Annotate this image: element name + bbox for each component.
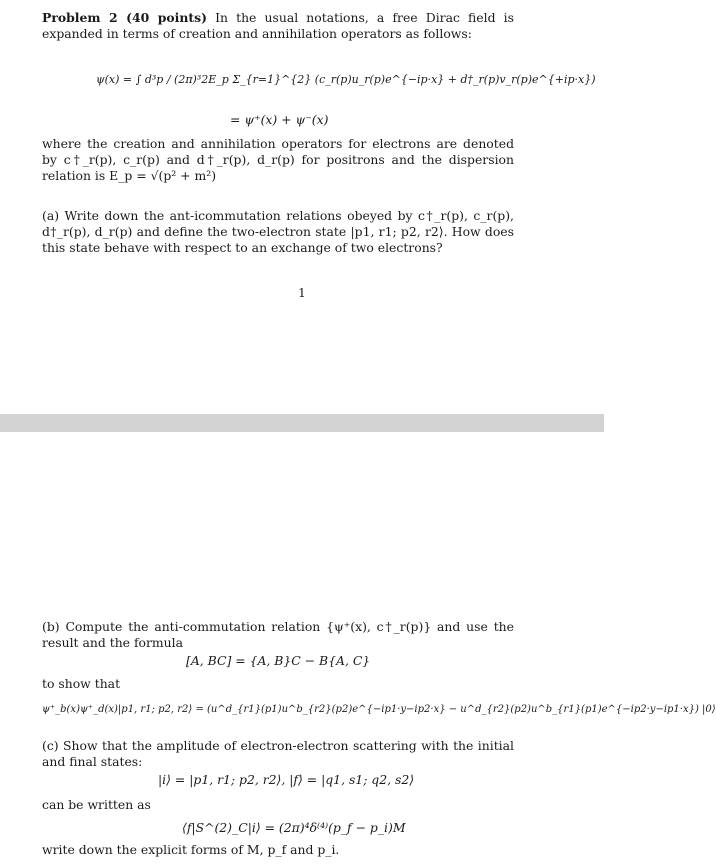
field-split-equation: = ψ⁺(x) + ψ⁻(x) bbox=[230, 112, 329, 127]
commutator-formula: [A, BC] = {A, B}C − B{A, C} bbox=[186, 653, 371, 668]
amplitude-equation: ⟨f|S^(2)_C|i⟩ = (2π)⁴δ⁽⁴⁾(p_f − p_i)M bbox=[182, 820, 406, 835]
show-that-text: to show that bbox=[42, 676, 121, 691]
page-separator bbox=[0, 414, 604, 432]
two-electron-equation: ψ⁺_b(x)ψ⁺_d(x)|p1, r1; p2, r2⟩ = (u^d_{r1}(p1)u^b_{r2}(p2)e^{−ip1·y−ip2·x} − u^d_{r2}(p2)u^b_{r1}(p1)e^{−ip2·y−ip1·x}) |0⟩ bbox=[42, 704, 716, 715]
page-two bbox=[0, 432, 716, 865]
problem-intro bbox=[42, 10, 514, 42]
problem-intro-text: In the usual notations, a free Dirac field is expanded in terms of creation and annihilation operators as follows: bbox=[42, 10, 514, 41]
problem-title: Problem 2 (40 points) bbox=[42, 10, 207, 25]
part-b-intro: (b) Compute the anti-commutation relation {ψ⁺(x), c†_r(p)} and use the result and the formula bbox=[42, 619, 514, 650]
part-a: (a) Write down the ant-icommutation relations obeyed by c†_r(p), c_r(p), d†_r(p), d_r(p) and define the two-electron state |p1, r1; p2, r2⟩. How does this state behave with respect to an exchange of two electrons? bbox=[42, 208, 514, 255]
part-c: (c) Show that the amplitude of electron-electron scattering with the initial and final states: bbox=[42, 738, 514, 769]
field-expansion-equation bbox=[96, 58, 596, 102]
dispersion-text: where the creation and annihilation operators for electrons are denoted by c†_r(p), c_r(p) and d†_r(p), d_r(p) for positrons and the dispersion relation is E_p = √(p² + m²) bbox=[42, 136, 514, 183]
page-number: 1 bbox=[298, 286, 306, 300]
initial-final-states: |i⟩ = |p1, r1; p2, r2⟩, |f⟩ = |q1, s1; q2, s2⟩ bbox=[158, 772, 415, 787]
written-as-text: can be written as bbox=[42, 797, 151, 812]
equation-text: ψ(x) = ∫ d³p / (2π)³2E_p Σ_{r=1}^{2} (c_r(p)u_r(p)e^{−ip·x} + d†_r(p)v_r(p)e^{+ip·x}) bbox=[96, 73, 596, 86]
page-one bbox=[0, 0, 604, 414]
final-instruction: write down the explicit forms of M, p_f and p_i. bbox=[42, 842, 340, 857]
